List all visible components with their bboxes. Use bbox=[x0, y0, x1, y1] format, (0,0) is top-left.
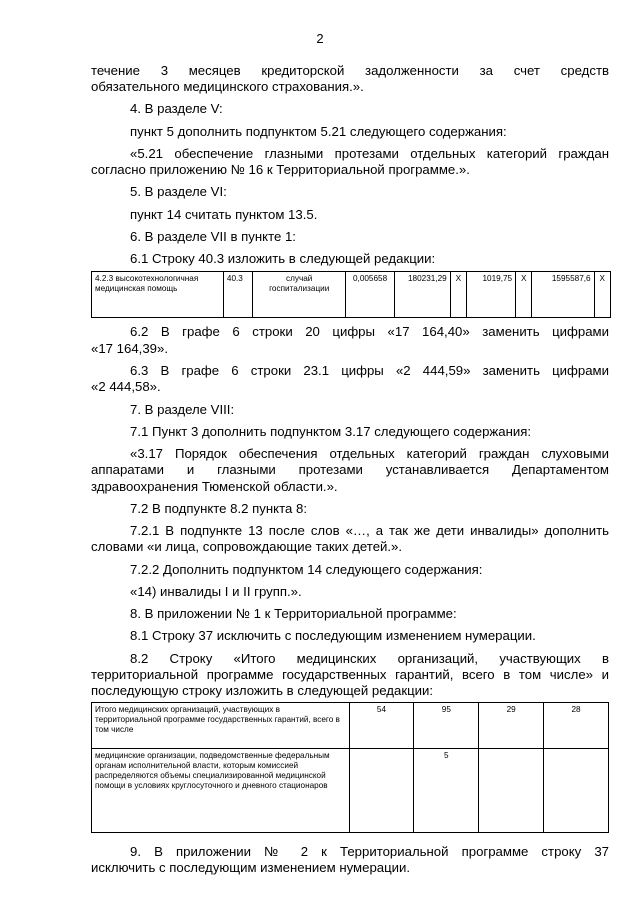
paragraph-line: 7. В разделе VIII: bbox=[130, 402, 235, 417]
table-cell: 54 bbox=[349, 703, 414, 749]
paragraph-line: пункт 5 дополнить подпунктом 5.21 следующего содержания: bbox=[130, 124, 507, 139]
table-cell: 28 bbox=[544, 703, 609, 749]
table-cell: Х bbox=[594, 272, 610, 318]
paragraph-line: 9. В приложении № 2 к Территориальной программе строку 37 bbox=[130, 844, 609, 859]
paragraph-line: обязательного медицинского страхования.». bbox=[91, 79, 364, 94]
table-organizations bbox=[91, 702, 609, 833]
paragraph-line: 6.3 В графе 6 строки 23.1 цифры «2 444,59» заменить цифрами bbox=[130, 363, 609, 378]
paragraph-line: территориальной программе государственных гарантий, всего в том числе» и bbox=[91, 667, 609, 682]
table-cell: 29 bbox=[479, 703, 544, 749]
table-cell bbox=[544, 749, 609, 833]
paragraph-line: словами «и лица, сопровождающие таких детей.». bbox=[91, 539, 403, 554]
table-row bbox=[92, 272, 611, 318]
paragraph-line: 7.2 В подпункте 8.2 пункта 8: bbox=[130, 501, 307, 516]
table-cell bbox=[479, 749, 544, 833]
paragraph-line: последующую строку изложить в следующей редакции: bbox=[91, 683, 434, 698]
paragraph-line: «14) инвалиды I и II групп.». bbox=[130, 584, 302, 599]
table-cell: случай госпитализации bbox=[253, 272, 346, 318]
paragraph-line: 7.2.1 В подпункте 13 после слов «…, а так же дети инвалиды» дополнить bbox=[130, 523, 609, 538]
table-cell: 1019,75 bbox=[467, 272, 516, 318]
paragraph-line: 5. В разделе VI: bbox=[130, 184, 227, 199]
paragraph-line: пункт 14 считать пунктом 13.5. bbox=[130, 207, 318, 222]
table-row-40-3 bbox=[91, 271, 611, 318]
paragraph-line: согласно приложению № 16 к Территориальной программе.». bbox=[91, 162, 470, 177]
paragraph-line: 6. В разделе VII в пункте 1: bbox=[130, 229, 296, 244]
table-cell bbox=[349, 749, 414, 833]
paragraph-line: 7.2.2 Дополнить подпунктом 14 следующего содержания: bbox=[130, 562, 483, 577]
paragraph-line: 8.2 Строку «Итого медицинских организаций, участвующих в bbox=[130, 651, 609, 666]
paragraph-line: течение 3 месяцев кредиторской задолженности за счет средств bbox=[91, 63, 609, 78]
table-cell: медицинские организации, подведомственные федеральным органам исполнительной власти, которым комиссией распределяются объемы специализированной медицинской помощи в условиях круглосуточного и дневного стационаров bbox=[92, 749, 350, 833]
paragraph-line: 8. В приложении № 1 к Территориальной программе: bbox=[130, 606, 457, 621]
table-cell: Х bbox=[516, 272, 532, 318]
paragraph-line: 4. В разделе V: bbox=[130, 101, 223, 116]
paragraph-line: 8.1 Строку 37 исключить с последующим изменением нумерации. bbox=[130, 628, 536, 643]
page-number: 2 bbox=[316, 31, 324, 46]
paragraph-line: исключить с последующим изменением нумерации. bbox=[91, 860, 411, 875]
paragraph-line: «2 444,58». bbox=[91, 379, 161, 394]
paragraph-line: 6.1 Строку 40.3 изложить в следующей редакции: bbox=[130, 251, 436, 266]
paragraph-line: «3.17 Порядок обеспечения отдельных категорий граждан слуховыми bbox=[130, 446, 609, 461]
table-cell: Х bbox=[450, 272, 466, 318]
paragraph-line: 6.2 В графе 6 строки 20 цифры «17 164,40» заменить цифрами bbox=[130, 324, 609, 339]
paragraph-line: «17 164,39». bbox=[91, 341, 169, 356]
table-cell: 4.2.3 высокотехнологичная медицинская помощь bbox=[92, 272, 224, 318]
table-cell: 95 bbox=[414, 703, 479, 749]
table-cell: 40.3 bbox=[223, 272, 252, 318]
paragraph-line: здравоохранения Тюменской области.». bbox=[91, 479, 338, 494]
paragraph-line: «5.21 обеспечение глазными протезами отдельных категорий граждан bbox=[130, 146, 609, 161]
table-row bbox=[92, 749, 609, 833]
table-cell: 5 bbox=[414, 749, 479, 833]
paragraph-line: 7.1 Пункт 3 дополнить подпунктом 3.17 следующего содержания: bbox=[130, 424, 532, 439]
paragraph-line: аппаратами и глазными протезами устанавливается Департаментом bbox=[91, 462, 609, 477]
table-row bbox=[92, 703, 609, 749]
table-cell: 180231,29 bbox=[395, 272, 451, 318]
table-cell: 1595587,6 bbox=[532, 272, 594, 318]
table-cell: Итого медицинских организаций, участвующих в территориальной программе государственных гарантий, всего в том числе bbox=[92, 703, 350, 749]
table-cell: 0,005658 bbox=[346, 272, 395, 318]
